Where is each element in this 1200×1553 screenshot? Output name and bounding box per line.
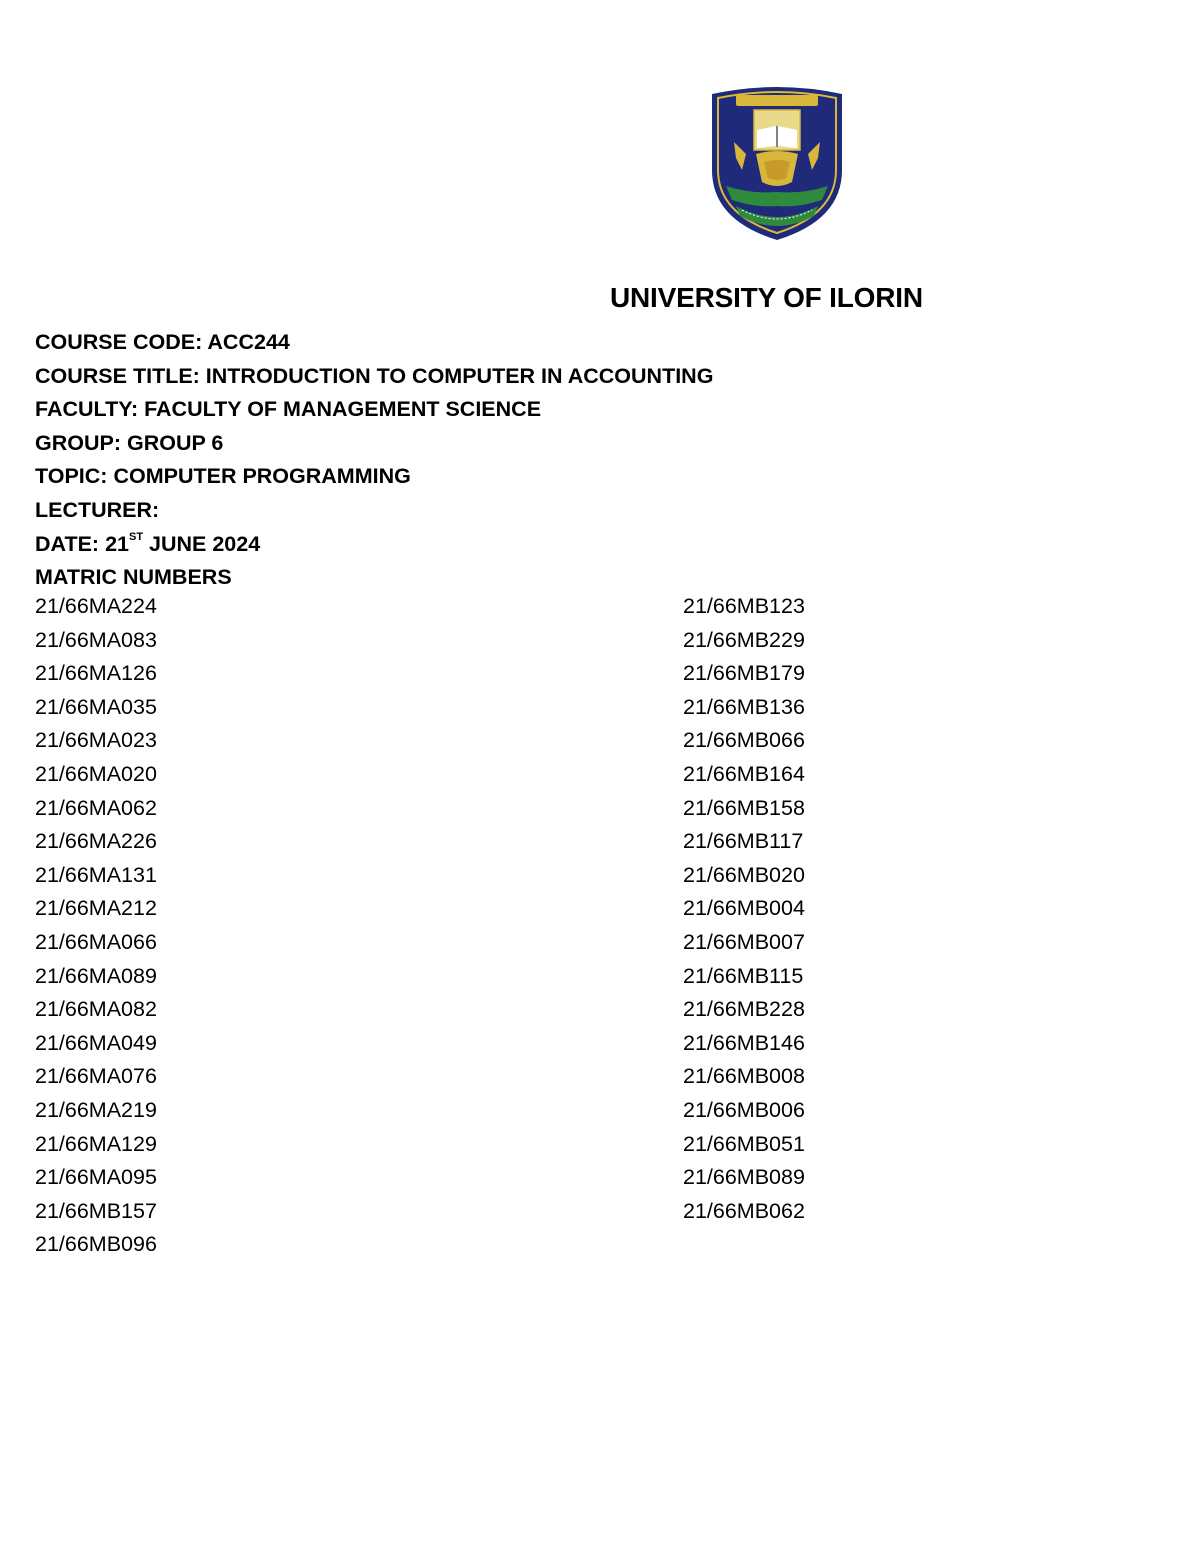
faculty: FACULTY: FACULTY OF MANAGEMENT SCIENCE	[35, 397, 542, 422]
matric-number: 21/66MB123	[683, 594, 805, 618]
matric-number: 21/66MB006	[683, 1097, 805, 1122]
matric-number: 21/66MA224	[35, 594, 157, 618]
matric-number: 21/66MB158	[683, 795, 805, 820]
university-crest-icon	[706, 82, 848, 242]
course-details	[35, 326, 713, 595]
date-superscript: ST	[128, 531, 144, 544]
course-code: COURSE CODE: ACC244	[35, 330, 290, 354]
university-title: UNIVERSITY OF ILORIN	[610, 282, 923, 313]
matric-number: 21/66MB020	[683, 862, 805, 887]
matric-number: 21/66MA219	[35, 1097, 157, 1122]
matric-number: 21/66MA126	[35, 661, 157, 686]
matric-number: 21/66MB066	[683, 728, 805, 753]
matric-number: 21/66MB004	[683, 896, 805, 921]
matric-heading: MATRIC NUMBERS	[35, 565, 232, 590]
matric-number: 21/66MB007	[683, 929, 805, 954]
matric-number: 21/66MB051	[683, 1131, 805, 1156]
matric-list-left	[35, 590, 157, 1262]
matric-number: 21/66MB229	[683, 627, 805, 652]
matric-number: 21/66MA089	[35, 963, 157, 988]
matric-number: 21/66MB146	[683, 1030, 805, 1055]
matric-number: 21/66MA066	[35, 929, 157, 954]
matric-number: 21/66MA023	[35, 728, 157, 753]
matric-number: 21/66MA129	[35, 1131, 157, 1156]
matric-number: 21/66MA020	[35, 761, 157, 786]
matric-number: 21/66MA062	[35, 795, 157, 820]
matric-number: 21/66MA226	[35, 829, 157, 854]
group: GROUP: GROUP 6	[35, 430, 224, 455]
matric-number: 21/66MB117	[683, 829, 804, 854]
topic: TOPIC: COMPUTER PROGRAMMING	[35, 464, 411, 489]
matric-number: 21/66MA131	[35, 862, 157, 887]
matric-number: 21/66MA049	[35, 1030, 157, 1055]
matric-number: 21/66MB096	[35, 1232, 157, 1257]
matric-number: 21/66MA083	[35, 627, 157, 652]
matric-number: 21/66MB062	[683, 1198, 805, 1223]
lecturer: LECTURER:	[35, 497, 160, 522]
matric-number: 21/66MB136	[683, 694, 805, 719]
matric-number: 21/66MB157	[35, 1198, 157, 1223]
matric-number: 21/66MA035	[35, 694, 157, 719]
matric-number: 21/66MB164	[683, 761, 805, 786]
date	[35, 528, 713, 562]
matric-number: 21/66MA082	[35, 997, 157, 1022]
matric-number: 21/66MB228	[683, 997, 805, 1022]
matric-number: 21/66MB115	[683, 963, 804, 988]
matric-number: 21/66MA076	[35, 1064, 157, 1089]
matric-number: 21/66MB089	[683, 1165, 805, 1190]
date-suffix: JUNE 2024	[143, 531, 261, 556]
matric-number: 21/66MB179	[683, 661, 805, 686]
date-prefix: DATE: 21	[35, 531, 129, 556]
course-title: COURSE TITLE: INTRODUCTION TO COMPUTER IN ACCOUNTING	[35, 363, 714, 388]
matric-number: 21/66MB008	[683, 1064, 805, 1089]
matric-number: 21/66MA212	[35, 896, 157, 921]
matric-number: 21/66MA095	[35, 1165, 157, 1190]
matric-list-right	[683, 590, 805, 1228]
